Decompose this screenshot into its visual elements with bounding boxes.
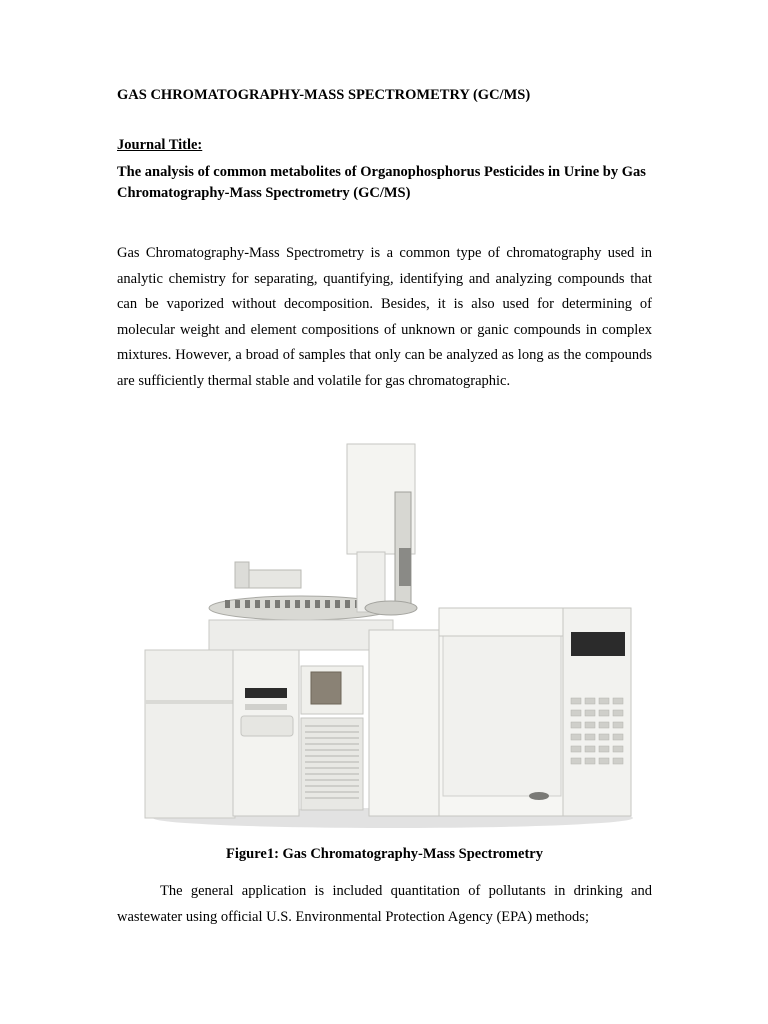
figure-caption: Figure1: Gas Chromatography-Mass Spectrometry [226,846,543,862]
vent-grille [301,718,363,810]
ms-window [311,672,341,704]
gc-oven-left [369,630,443,816]
application-paragraph: The general application is included quantitation of pollutants in drinking and wastewater using official U.S. Environmental Protection Agency (EPA) methods; [117,883,652,925]
autosampler-arm [241,570,301,588]
gcms-instrument-figure [143,440,633,830]
journal-title: The analysis of common metabolites of Organophosphorus Pesticides in Urine by Gas Chromatography-Mass Spectrometry (GC/MS) [117,164,646,201]
intro-paragraph: Gas Chromatography-Mass Spectrometry is a common type of chromatography used in analytic chemistry for separating, quantifying, identifying and analyzing compounds that can be vaporized without decomposition. Besides, it is also used for determining of molecular weight and element compositions of unknown or ganic compounds in complex mixtures. However, a broad of samples that only can be analyzed as long as the compounds are sufficiently thermal stable and volatile for gas chromatographic. [117,245,652,389]
journal-title-label: Journal Title: [117,137,203,153]
gc-display [571,632,625,656]
ms-display [245,688,287,698]
ms-left-module [145,650,235,818]
document-heading: GAS CHROMATOGRAPHY-MASS SPECTROMETRY (GC/MS) [117,87,531,103]
